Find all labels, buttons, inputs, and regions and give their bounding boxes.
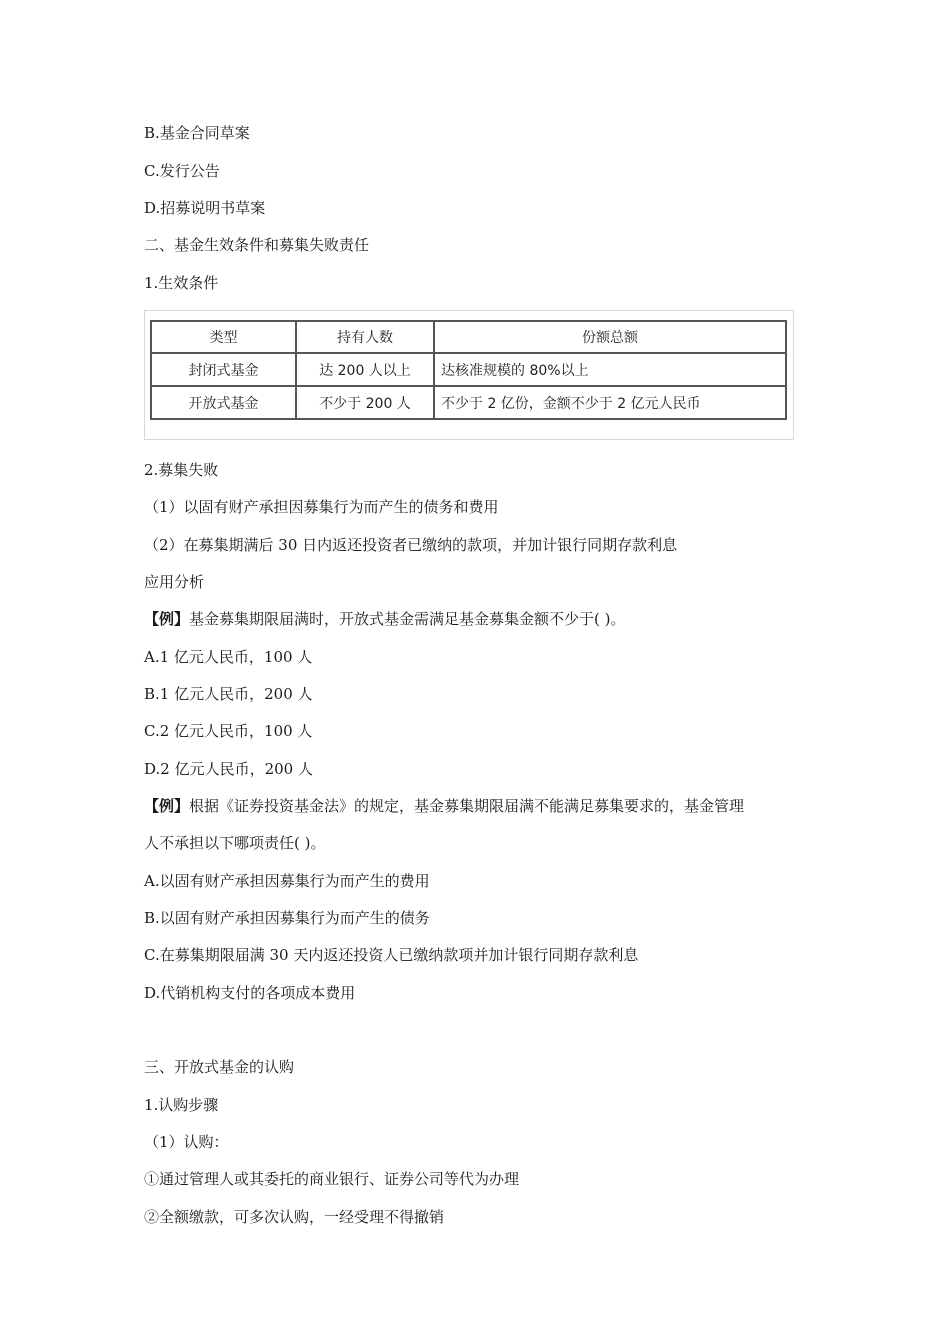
example-1-option-b: B.1 亿元人民币，200 人: [144, 685, 313, 703]
table-cell: 封闭式基金: [151, 353, 296, 386]
option-d-text: D.招募说明书草案: [144, 199, 266, 217]
table-cell: 达 200 人以上: [296, 353, 434, 386]
section-heading-2: 二、基金生效条件和募集失败责任: [144, 236, 370, 254]
table-cell: 达核准规模的 80%以上: [434, 353, 786, 386]
example-tag: 【例】: [144, 797, 190, 815]
failure-item-2: （2）在募集期满后 30 日内返还投资者已缴纳的款项，并加计银行同期存款利息: [144, 536, 678, 554]
subheading-fundraising-failure: 2.募集失败: [144, 461, 219, 479]
subscription-point-1: ①通过管理人或其委托的商业银行、证券公司等代为办理: [144, 1170, 520, 1188]
subscription-point-2: ②全额缴款，可多次认购，一经受理不得撤销: [144, 1208, 445, 1226]
example-2-option-c: C.在募集期限届满 30 天内返还投资人已缴纳款项并加计银行同期存款利息: [144, 946, 639, 964]
example-1-option-d: D.2 亿元人民币，200 人: [144, 760, 313, 778]
example-2-option-d: D.代销机构支付的各项成本费用: [144, 984, 356, 1002]
subheading-subscription-steps: 1.认购步骤: [144, 1096, 219, 1114]
example-question-text: 基金募集期限届满时，开放式基金需满足基金募集金额不少于( )。: [189, 610, 626, 628]
example-1-option-c: C.2 亿元人民币，100 人: [144, 722, 313, 740]
subheading-effective-conditions: 1.生效条件: [144, 274, 219, 292]
table-header-row: [151, 321, 786, 353]
table-row: [151, 353, 786, 386]
option-b-text: B.基金合同草案: [144, 124, 250, 142]
example-1-question: [144, 609, 626, 629]
table-cell: 不少于 2 亿份，金额不少于 2 亿元人民币: [434, 386, 786, 419]
example-1-option-a: A.1 亿元人民币，100 人: [144, 648, 313, 666]
table-header-cell: 类型: [151, 321, 296, 353]
option-c-text: C.发行公告: [144, 162, 220, 180]
example-2-question-line-1: [144, 796, 744, 816]
table-header-cell: 份额总额: [434, 321, 786, 353]
example-2-option-b: B.以固有财产承担因募集行为而产生的债务: [144, 909, 430, 927]
table-cell: 开放式基金: [151, 386, 296, 419]
application-analysis-heading: 应用分析: [144, 573, 205, 591]
failure-item-1: （1）以固有财产承担因募集行为而产生的债务和费用: [144, 498, 499, 516]
example-question-text: 根据《证券投资基金法》的规定，基金募集期限届满不能满足募集要求的，基金管理: [189, 797, 745, 815]
table-header-cell: 持有人数: [296, 321, 434, 353]
example-2-question-line-2: 人不承担以下哪项责任( )。: [144, 834, 326, 852]
conditions-table-image: [144, 310, 794, 440]
conditions-table: [150, 320, 787, 420]
example-2-option-a: A.以固有财产承担因募集行为而产生的费用: [144, 872, 430, 890]
table-row: [151, 386, 786, 419]
subscription-item-1: （1）认购：: [144, 1133, 229, 1151]
example-tag: 【例】: [144, 610, 190, 628]
table-cell: 不少于 200 人: [296, 386, 434, 419]
section-heading-3: 三、开放式基金的认购: [144, 1058, 295, 1076]
